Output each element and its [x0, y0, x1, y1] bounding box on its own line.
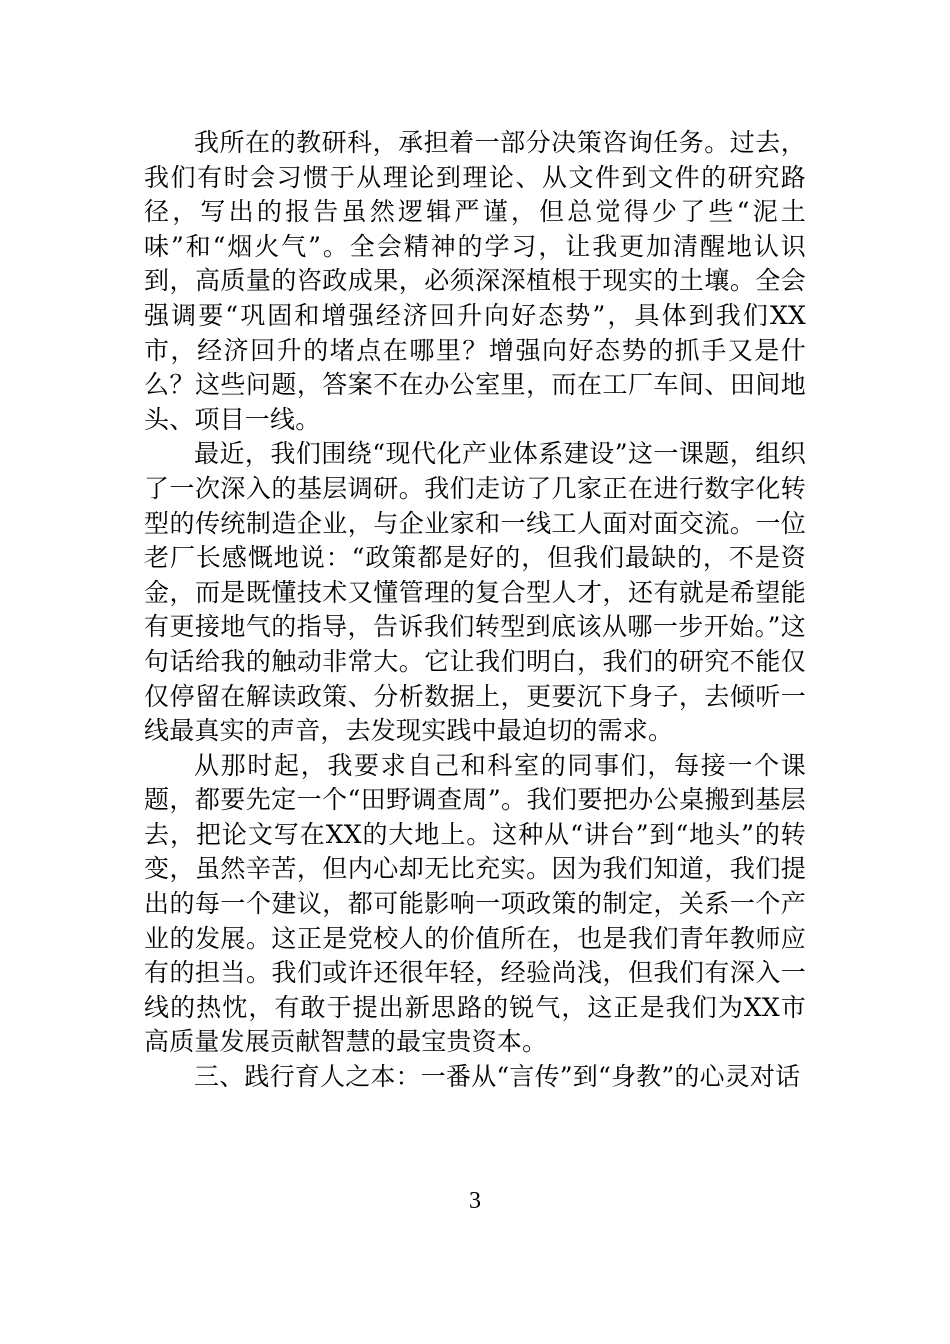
paragraph-research-office: 我所在的教研科，承担着一部分决策咨询任务。过去，我们有时会习惯于从理论到理论、从文件到文件的研究路径，写出的报告虽然逻辑严谨，但总觉得少了些“泥土味”和“烟火气”。全会精神的学习，让我更加清醒地认识到，高质量的咨政成果，必须深深植根于现实的土壤。全会强调要“巩固和增强经济回升向好态势”，具体到我们XX市，经济回升的堵点在哪里？增强向好态势的抓手又是什么？这些问题，答案不在办公室里，而在工厂车间、田间地头、项目一线。: [144, 128, 806, 434]
paragraph-field-week: 从那时起，我要求自己和科室的同事们，每接一个课题，都要先定一个“田野调查周”。我们要把办公桌搬到基层去，把论文写在XX的大地上。这种从“讲台”到“地头”的转变，虽然辛苦，但内心却无比充实。因为我们知道，我们提出的每一个建议，都可能影响一项政策的制定，关系一个产业的发展。这正是党校人的价值所在，也是我们青年教师应有的担当。我们或许还很年轻，经验尚浅，但我们有深入一线的热忱，有敢于提出新思路的锐气，这正是我们为XX市高质量发展贡献智慧的最宝贵资本。: [144, 750, 806, 1057]
document-body: [144, 126, 806, 1095]
section-heading-three: 三、践行育人之本：一番从“言传”到“身教”的心灵对话: [194, 1062, 801, 1092]
paragraph-field-survey: 最近，我们围绕“现代化产业体系建设”这一课题，组织了一次深入的基层调研。我们走访了几家正在进行数字化转型的传统制造企业，与企业家和一线工人面对面交流。一位老厂长感慨地说：“政策都是好的，但我们最缺的，不是资金，而是既懂技术又懂管理的复合型人才，还有就是希望能有更接地气的指导，告诉我们转型到底该从哪一步开始。”这句话给我的触动非常大。它让我们明白，我们的研究不能仅仅停留在解读政策、分析数据上，更要沉下身子，去倾听一线最真实的声音，去发现实践中最迫切的需求。: [144, 439, 806, 746]
page-number: 3: [469, 1188, 481, 1214]
